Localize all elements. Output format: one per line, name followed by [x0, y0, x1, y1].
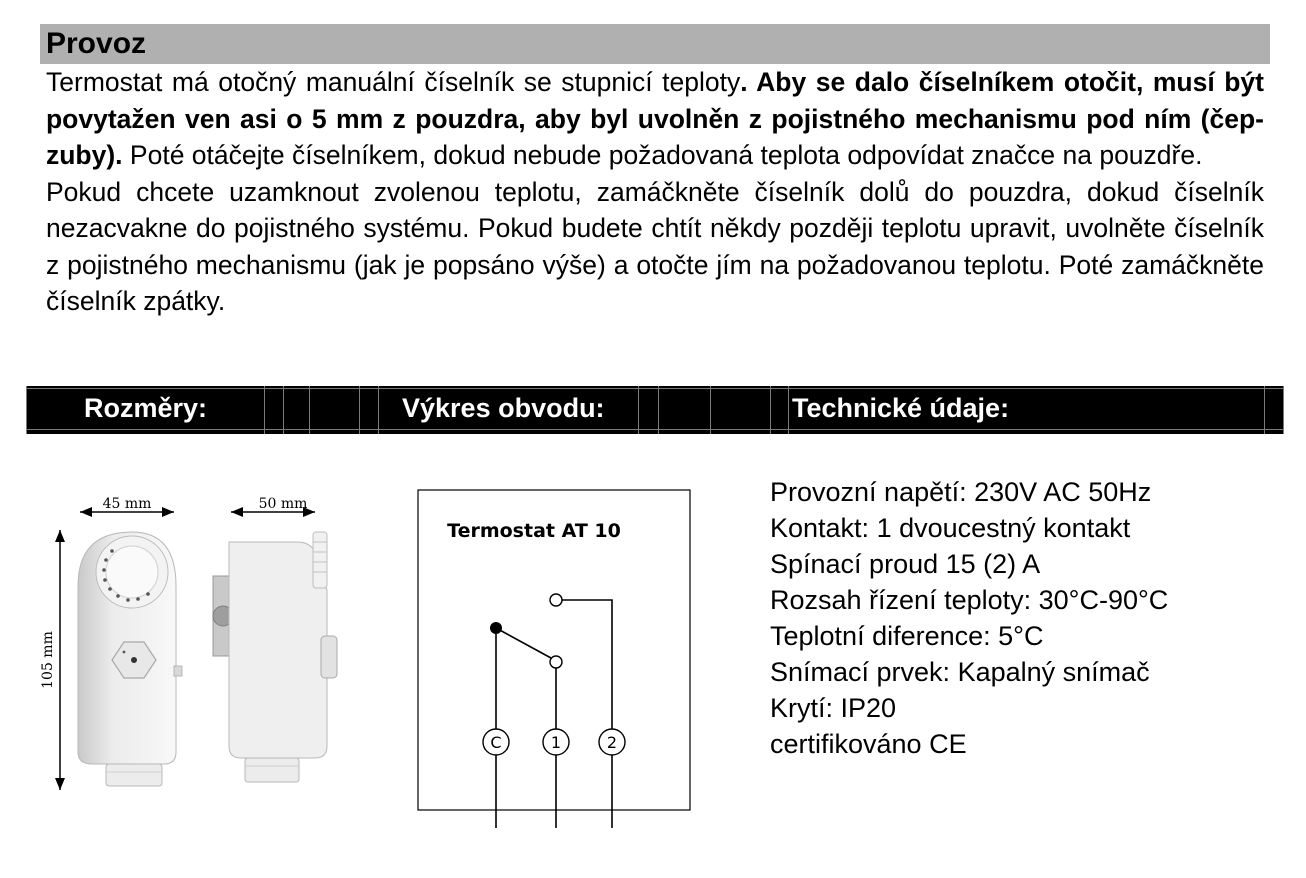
contact-2 — [550, 594, 562, 606]
operation-sentence-3: Poté otáčejte číselníkem, dokud nebude požadovaná teplota odpovídat značce na pouzdře. — [122, 140, 1203, 170]
spec-item: certifikováno CE — [770, 729, 967, 759]
bar-divider — [309, 386, 310, 434]
circuit-diagram — [412, 486, 698, 834]
spec-item: Provozní napětí: 230V AC 50Hz — [770, 477, 1152, 507]
side-width-label: 50 mm — [258, 496, 308, 512]
bar-divider — [1283, 386, 1284, 434]
terminal-c-label: C — [490, 733, 502, 752]
bar-line — [26, 388, 1284, 389]
spec-item: Snímací prvek: Kapalný snímač — [770, 657, 1150, 687]
spec-item: Teplotní diference: 5°C — [770, 621, 1044, 651]
bar-divider — [26, 386, 27, 434]
bar-divider — [658, 386, 659, 434]
bar-divider — [710, 386, 711, 434]
operation-bold-instruction: . Aby se dalo číselníkem otočit, musí být povytažen ven asi o 5 mm z pouzdra, aby byl uvolněn z pojistného mechanismu pod ním (čep-zuby). — [46, 67, 1264, 170]
bar-divider — [1264, 386, 1265, 434]
operation-text — [46, 64, 1264, 320]
dimensions-heading: Rozměry: — [84, 393, 208, 423]
terminal-1-label: 1 — [550, 733, 562, 752]
bar-divider — [359, 386, 360, 434]
side-view-drawing — [205, 490, 355, 796]
operation-paragraph-2: Pokud chcete uzamknout zvolenou teplotu, zamáčkněte číselník dolů do pouzdra, dokud číselník nezacvakne do pojistného systému. Pokud budete chtít někdy později teplotu upravit, uvolněte číselník z pojistného mechanismu (jak je popsáno výše) a otočte jím na požadovanou teplotu. Poté zamáčkněte číselník zpátky. — [46, 176, 1264, 316]
bar-divider — [638, 386, 639, 434]
spec-item: Kontakt: 1 dvoucestný kontakt — [770, 513, 1131, 543]
info-header-bar — [26, 386, 1284, 434]
bar-line — [26, 429, 1284, 430]
spec-item: Spínací proud 15 (2) A — [770, 549, 1041, 579]
circuit-title: Termostat AT 10 — [447, 520, 621, 542]
operation-sentence-1: Termostat má otočný manuální číselník se stupnicí teploty — [46, 67, 741, 97]
technical-specs-list — [770, 474, 1168, 762]
spec-item: Krytí: IP20 — [770, 693, 897, 723]
spec-item: Rozsah řízení teploty: 30°C-90°C — [770, 585, 1169, 615]
terminal-2-label: 2 — [606, 733, 618, 752]
bar-divider — [283, 386, 284, 434]
front-view-drawing — [40, 490, 200, 796]
section-title-bar — [40, 24, 1270, 64]
circuit-heading: Výkres obvodu: — [402, 393, 605, 423]
bar-divider — [788, 386, 789, 434]
bar-divider — [770, 386, 771, 434]
operation-paragraph-1 — [46, 64, 1264, 174]
front-width-label: 45 mm — [102, 496, 152, 512]
front-height-label: 105 mm — [40, 631, 56, 689]
bar-divider — [378, 386, 379, 434]
technical-heading: Technické údaje: — [792, 393, 1010, 423]
contact-1 — [550, 656, 562, 668]
bar-divider — [264, 386, 265, 434]
section-title: Provoz — [46, 27, 147, 60]
